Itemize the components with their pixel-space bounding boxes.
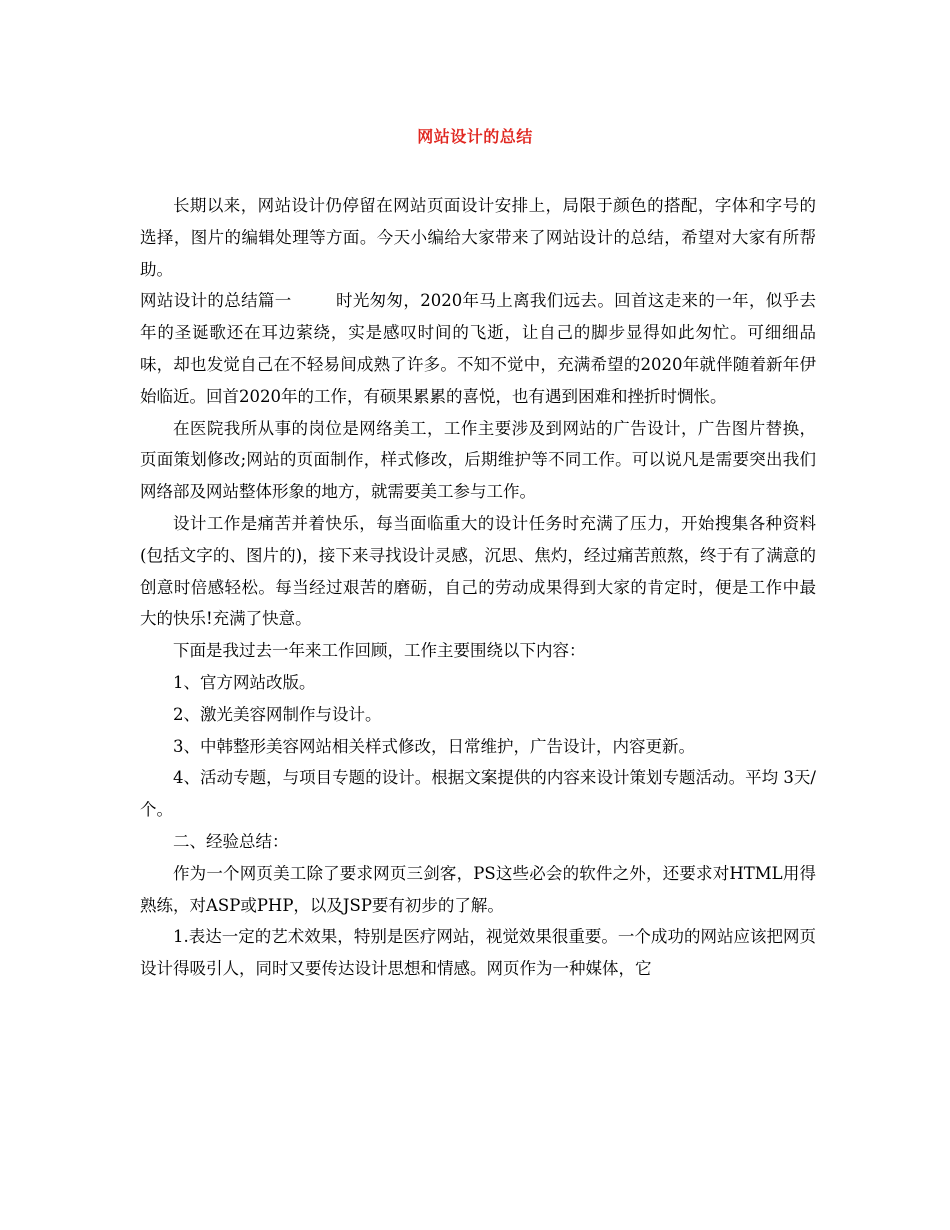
document-body: [140, 190, 816, 985]
list-item: 4、活动专题，与项目专题的设计。根据文案提供的内容来设计策划专题活动。平均 3天/个。: [140, 768, 816, 820]
paragraph: 作为一个网页美工除了要求网页三剑客，PS这些必会的软件之外，还要求对HTML用得熟练，对ASP或PHP，以及JSP要有初步的了解。: [140, 863, 816, 915]
section-first-text: 时光匆匆，2020年马上离我们远去。回首这走来的一年，似乎去年的圣诞歌还在耳边萦绕，实是感叹时间的飞逝，让自己的脚步显得如此匆忙。可细细品味，却也发觉自己在不轻易间成熟了许多。不知不觉中，充满希望的2020年就伴随着新年伊始临近。回首2020年的工作，有硕果累累的喜悦，也有遇到困难和挫折时惆怅。: [140, 291, 816, 406]
list-item: 3、中韩整形美容网站相关样式修改，日常维护，广告设计，内容更新。: [173, 736, 695, 756]
list-item: 2、激光美容网制作与设计。: [173, 704, 382, 724]
intro-paragraph: 长期以来，网站设计仍停留在网站页面设计安排上，局限于颜色的搭配，字体和字号的选择，图片的编辑处理等方面。今天小编给大家带来了网站设计的总结，希望对大家有所帮助。: [140, 196, 816, 279]
list-item: 1、官方网站改版。: [173, 672, 316, 692]
document-title: 网站设计的总结: [417, 127, 533, 146]
paragraph: 1.表达一定的艺术效果，特别是医疗网站，视觉效果很重要。一个成功的网站应该把网页设计得吸引人，同时又要传达设计思想和情感。网页作为一种媒体，它: [140, 927, 816, 979]
section-heading: 网站设计的总结篇一: [140, 291, 292, 311]
paragraph: 设计工作是痛苦并着快乐，每当面临重大的设计任务时充满了压力，开始搜集各种资料(包括文字的、图片的)，接下来寻找设计灵感，沉思、焦灼，经过痛苦煎熬，终于有了满意的创意时倍感轻松。每当经过艰苦的磨砺，自己的劳动成果得到大家的肯定时，便是工作中最大的快乐!充满了快意。: [140, 513, 816, 629]
section-first-paragraph: [140, 285, 816, 412]
paragraph: 在医院我所从事的岗位是网络美工，工作主要涉及到网站的广告设计，广告图片替换，页面策划修改;网站的页面制作，样式修改，后期维护等不同工作。可以说凡是需要突出我们网络部及网站整体形象的地方，就需要美工参与工作。: [140, 418, 816, 502]
subsection-heading: 二、经验总结：: [173, 831, 289, 851]
paragraph: 下面是我过去一年来工作回顾，工作主要围绕以下内容：: [173, 641, 586, 661]
